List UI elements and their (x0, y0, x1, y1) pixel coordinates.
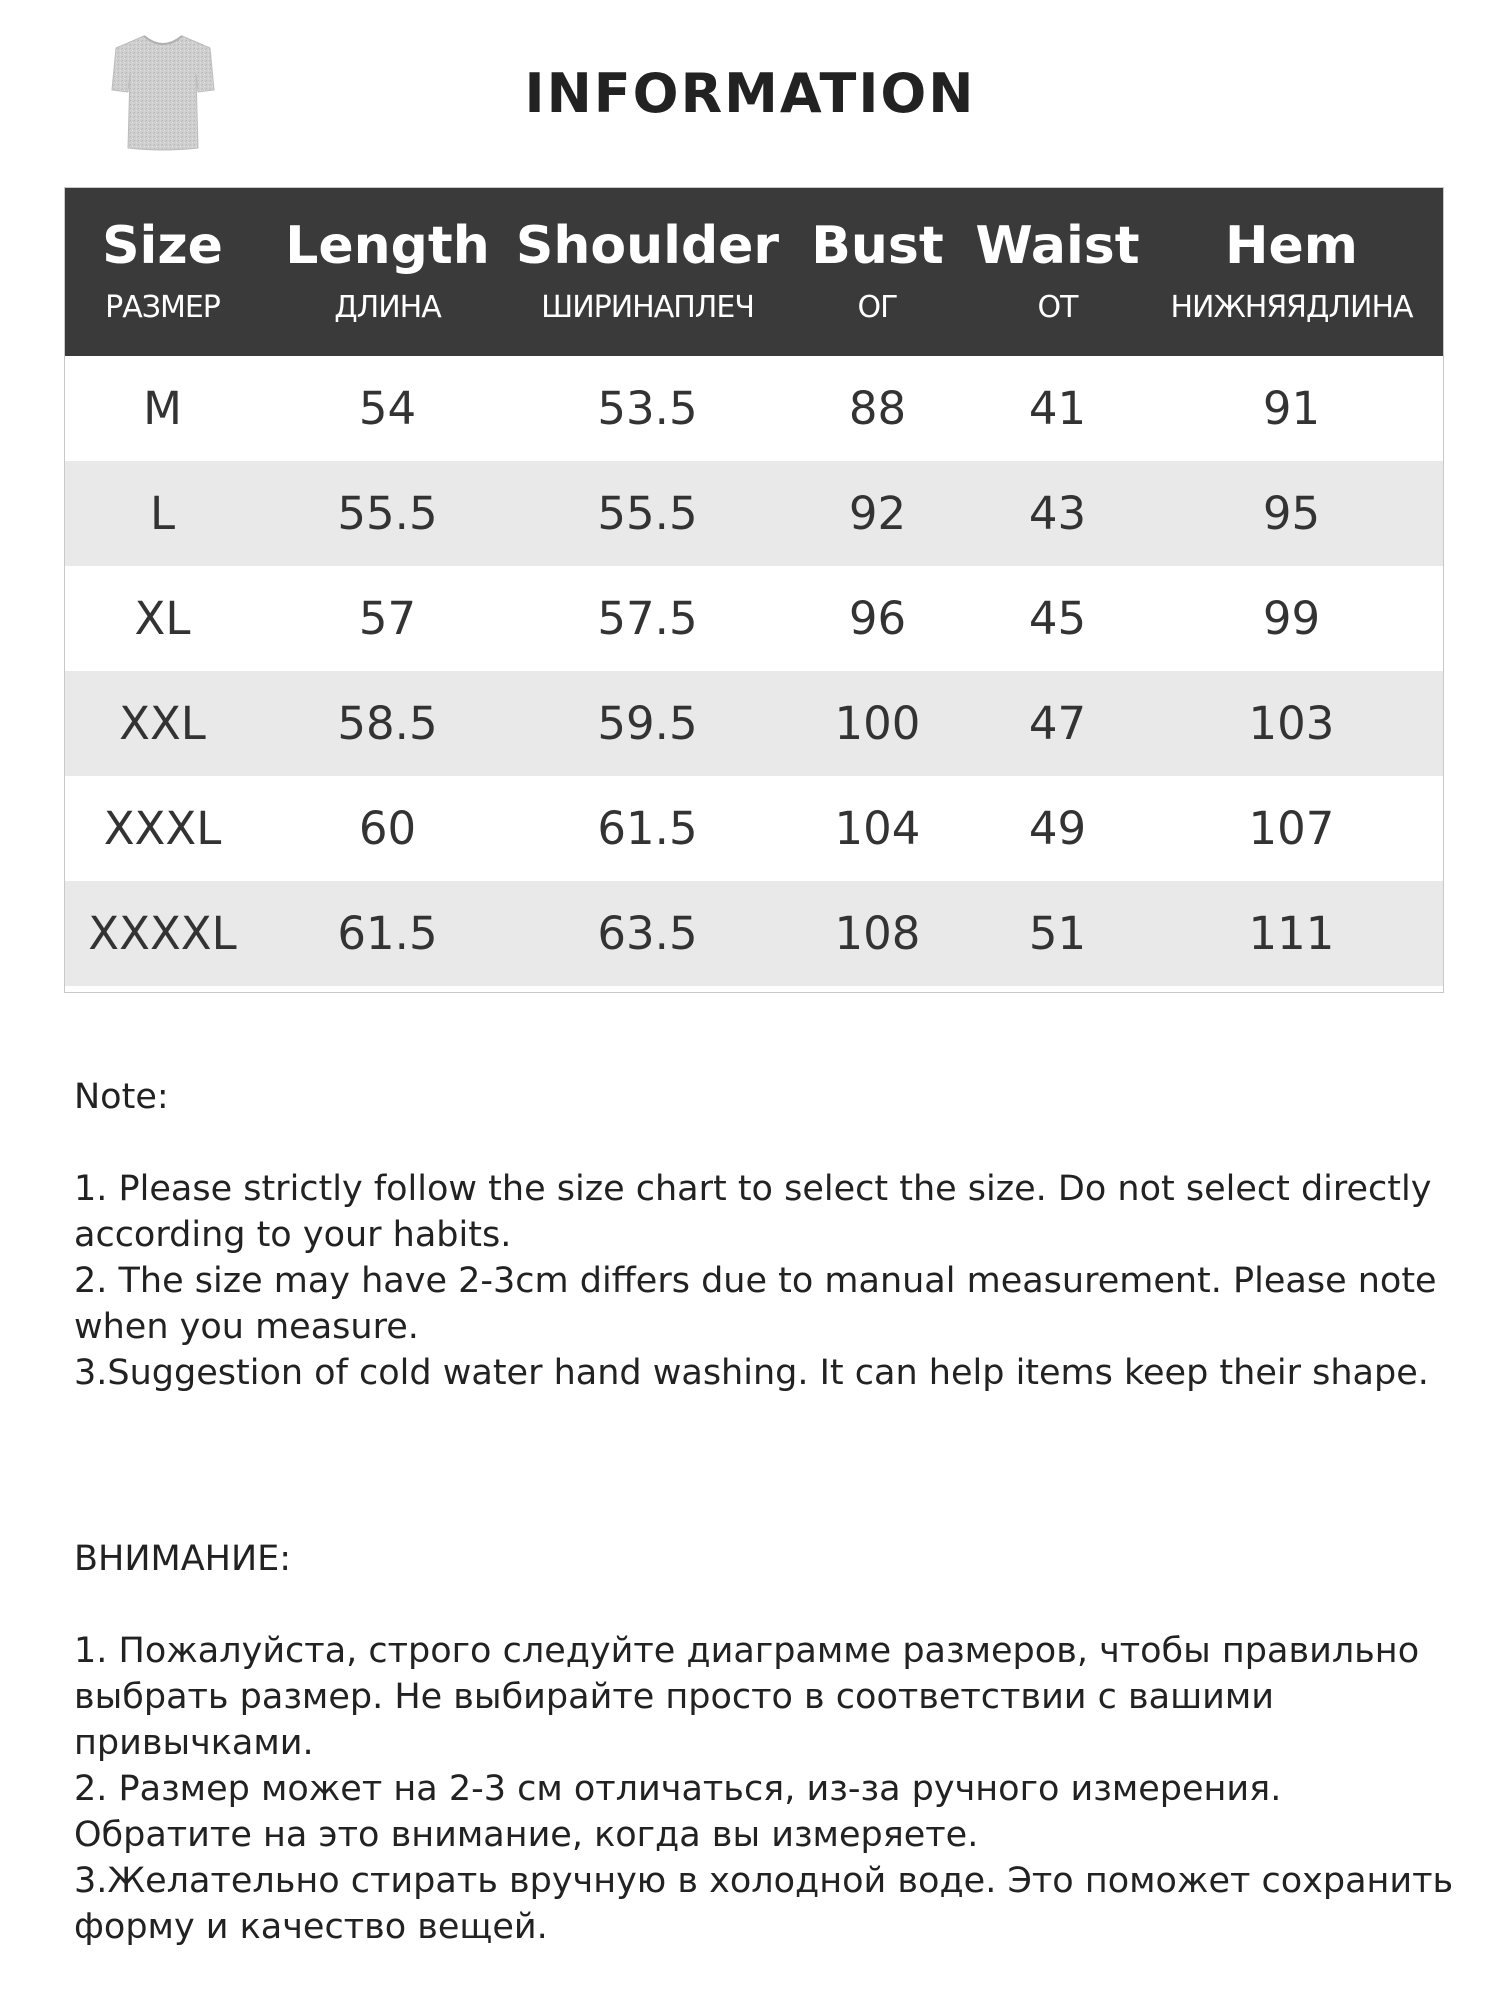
bust-cell: 108 (834, 907, 921, 960)
size-cell: L (149, 487, 176, 540)
note-item-ru: 1. Пожалуйста, строго следуйте диаграмме размеров, чтобы правильно выбрать размер. Не выбирайте просто в соответствии с вашими привычками. (74, 1631, 1420, 1763)
table-row (65, 776, 1443, 881)
notes-section (74, 1074, 1454, 1950)
waist-cell: 45 (1028, 592, 1087, 645)
length-cell: 55.5 (337, 487, 438, 540)
length-cell: 58.5 (337, 697, 438, 750)
hem-cell: 95 (1262, 487, 1321, 540)
size-cell: XL (134, 592, 191, 645)
note-heading-ru: ВНИМАНИЕ: (74, 1539, 292, 1579)
table-header (65, 188, 1443, 356)
column-title: Shoulder (515, 216, 780, 276)
table-row (65, 461, 1443, 566)
bust-cell: 88 (848, 382, 907, 435)
column-title: Hem (1225, 216, 1358, 276)
hem-cell: 107 (1248, 802, 1335, 855)
shoulder-cell: 55.5 (597, 487, 698, 540)
size-cell: M (143, 382, 182, 435)
column-subtitle: ОГ (857, 290, 898, 325)
table-row (65, 671, 1443, 776)
bust-cell: 104 (834, 802, 921, 855)
size-cell: XXXL (103, 802, 222, 855)
length-cell: 54 (358, 382, 417, 435)
column-subtitle: НИЖНЯЯДЛИНА (1170, 290, 1413, 325)
table-row (65, 356, 1443, 461)
column-header-shoulder (515, 188, 780, 356)
hem-cell: 91 (1262, 382, 1321, 435)
column-title: Size (102, 216, 223, 276)
shoulder-cell: 53.5 (597, 382, 698, 435)
column-subtitle: ОТ (1037, 290, 1078, 325)
note-item-ru: 3.Желательно стирать вручную в холодной воде. Это поможет сохранить форму и качество вещей. (74, 1861, 1454, 1947)
bust-cell: 96 (848, 592, 907, 645)
waist-cell: 47 (1028, 697, 1087, 750)
column-subtitle: ДЛИНА (334, 290, 441, 325)
column-header-length (260, 188, 515, 356)
note-item-en: 1. Please strictly follow the size chart to select the size. Do not select directly according to your habits. (74, 1169, 1432, 1255)
column-subtitle: РАЗМЕР (105, 290, 220, 325)
shoulder-cell: 61.5 (597, 802, 698, 855)
waist-cell: 51 (1028, 907, 1087, 960)
page-title: INFORMATION (524, 62, 976, 125)
shoulder-cell: 57.5 (597, 592, 698, 645)
note-item-en: 2. The size may have 2-3cm differs due to manual measurement. Please note when you measure. (74, 1261, 1437, 1347)
table-row (65, 881, 1443, 986)
note-item-ru: 2. Размер может на 2-3 см отличаться, из-за ручного измерения. Обратите на это внимание, когда вы измеряете. (74, 1769, 1282, 1855)
length-cell: 61.5 (337, 907, 438, 960)
column-title: Bust (811, 216, 944, 276)
size-cell: XXXXL (88, 907, 237, 960)
waist-cell: 49 (1028, 802, 1087, 855)
hem-cell: 99 (1262, 592, 1321, 645)
shoulder-cell: 63.5 (597, 907, 698, 960)
size-cell: XXL (119, 697, 206, 750)
table-row (65, 566, 1443, 671)
bust-cell: 92 (848, 487, 907, 540)
note-item-en: 3.Suggestion of cold water hand washing. It can help items keep their shape. (74, 1353, 1429, 1393)
bust-cell: 100 (834, 697, 921, 750)
length-cell: 57 (358, 592, 417, 645)
column-title: Waist (975, 216, 1140, 276)
column-header-waist (975, 188, 1140, 356)
column-subtitle: ШИРИНАПЛЕЧ (541, 290, 754, 325)
hem-cell: 111 (1248, 907, 1335, 960)
column-header-hem (1140, 188, 1443, 356)
column-title: Length (285, 216, 490, 276)
column-header-size (65, 188, 260, 356)
waist-cell: 41 (1028, 382, 1087, 435)
note-heading-en: Note: (74, 1077, 169, 1117)
shoulder-cell: 59.5 (597, 697, 698, 750)
hem-cell: 103 (1248, 697, 1335, 750)
length-cell: 60 (358, 802, 417, 855)
size-chart-table (64, 187, 1444, 993)
column-header-bust (780, 188, 975, 356)
waist-cell: 43 (1028, 487, 1087, 540)
